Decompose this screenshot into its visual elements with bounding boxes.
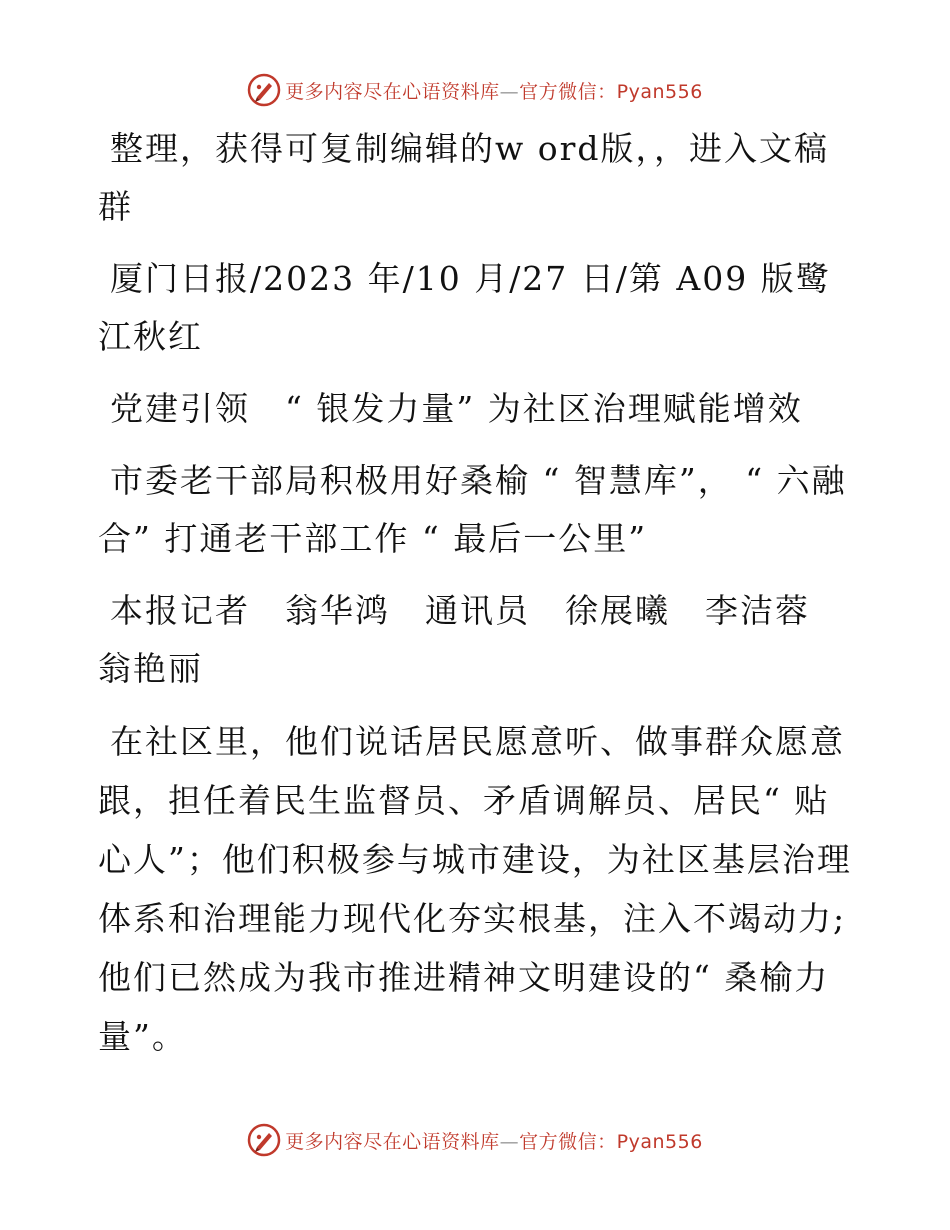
banner-dash: —: [499, 1130, 520, 1153]
banner-main-text: 更多内容尽在心语资料库: [285, 1130, 500, 1153]
header-banner: [0, 70, 950, 110]
body-paragraph: 在社区里，他们说话居民愿意听、做事群众愿意跟，担任着民生监督员、矛盾调解员、居民“ 贴心人”；他们积极参与城市建设，为社区基层治理体系和治理能力现代化夯实根基，注入不竭动力;他们已然成为我市推进精神文明建设的“ 桑榆力量”。: [98, 722, 852, 1056]
document-body: [98, 120, 858, 1080]
banner-wechat-text: 官方微信：Pyan556: [519, 80, 703, 103]
article-subtitle: 市委老干部局积极用好桑榆 “ 智慧库”， “ 六融合” 打通老干部工作 “ 最后一公里”: [98, 461, 847, 558]
footer-banner: [0, 1120, 950, 1160]
banner-dash: —: [499, 80, 520, 103]
pen-logo-icon: [247, 1123, 281, 1157]
banner-wechat-text: 官方微信：Pyan556: [519, 1130, 703, 1153]
banner-main-text: 更多内容尽在心语资料库: [285, 80, 500, 103]
byline: 本报记者 翁华鸿 通讯员 徐展曦 李洁蓉 翁艳丽: [98, 591, 845, 688]
article-title: 党建引领 “ 银发力量” 为社区治理赋能增效: [110, 389, 803, 428]
source-line: 厦门日报/2023 年/10 月/27 日/第 A09 版鹭江秋红: [98, 259, 831, 356]
intro-note: 整理，获得可复制编辑的w ord版，，进入文稿群: [98, 129, 830, 226]
pen-logo-icon: [247, 73, 281, 107]
